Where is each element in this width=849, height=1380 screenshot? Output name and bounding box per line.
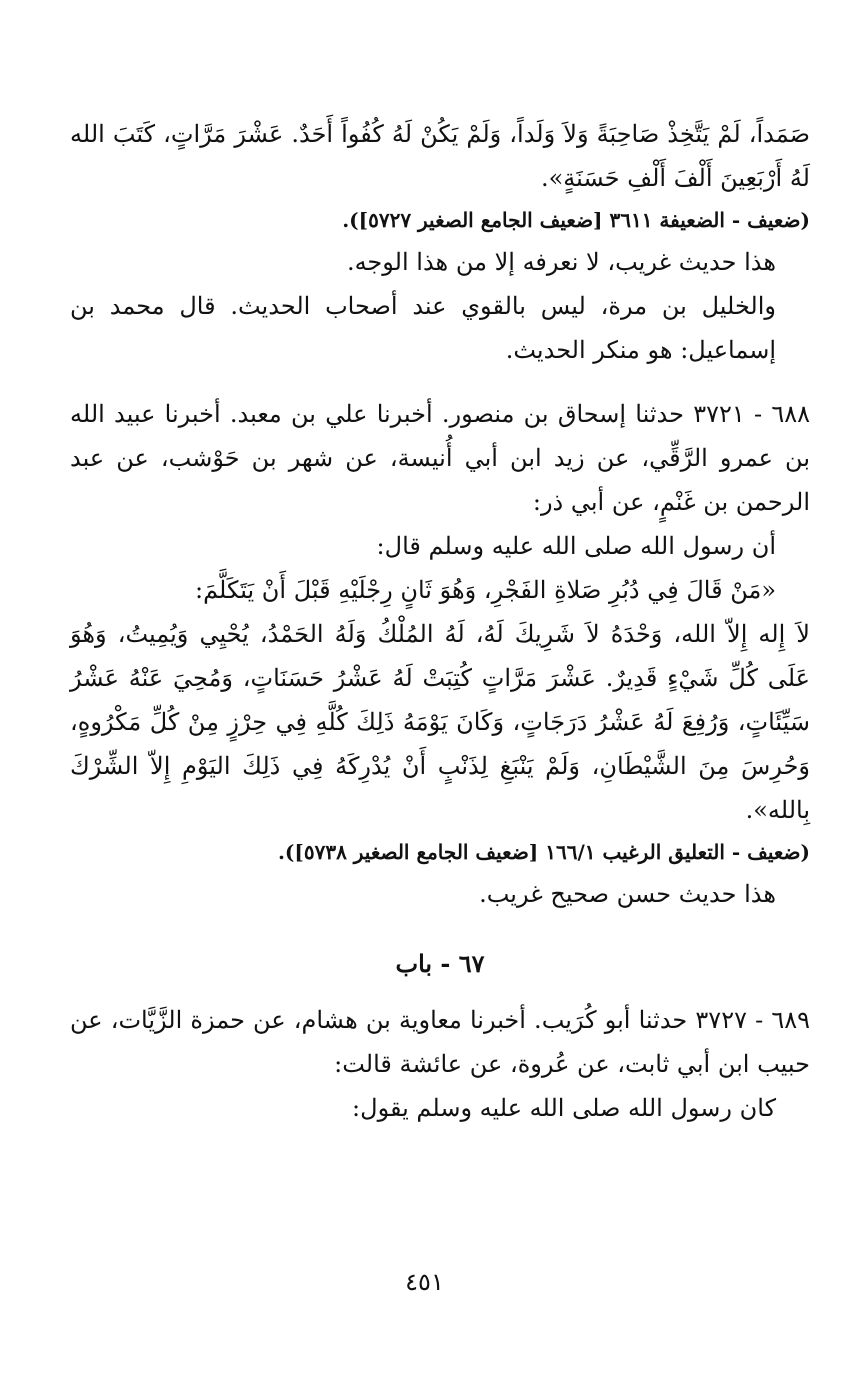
hadith-688-intro: أن رسول الله صلى الله عليه وسلم قال: [376,532,776,560]
page-number: ٤٥١ [405,1268,444,1296]
hadith-689-chain: ٦٨٩ - ٣٧٢٧ حدثنا أبو كُرَيب. أخبرنا معاوية بن هشام، عن حمزة الزَّيَّات، عن حبيب ابن أبي ثابت، عن عُروة، عن عائشة قالت: [70,1006,811,1078]
commentary-paragraph: والخليل بن مرة، ليس بالقوي عند أصحاب الحديث. قال محمد بن إسماعيل: هو منكر الحديث. [70,292,776,364]
hadith-688-text: لاَ إِله إِلاّ الله، وَحْدَهُ لاَ شَرِيكَ لَهُ، لَهُ المُلْكُ وَلَهُ الحَمْدُ، يُحْيِي وَيُمِيتُ، وَهُوَ عَلَى كُلِّ شَيْءٍ قَدِيرٌ. عَشْرَ مَرَّاتٍ كُتِبَتْ لَهُ عَشْرُ حَسَنَاتٍ، وَمُحِيَ عَنْهُ عَشْرُ سَيِّئَاتٍ، وَرُفِعَ لَهُ عَشْرُ دَرَجَاتٍ، وَكَانَ يَوْمَهُ ذَلِكَ كُلَّهِ فِي حِرْزٍ مِنْ كُلِّ مَكْرُوهٍ، وَحُرِسَ مِنَ الشَّيْطَانِ، وَلَمْ يَنْبَغِ لِذَنْبٍ أَنْ يُدْرِكَهُ فِي ذَلِكَ اليَوْمِ إِلاّ الشِّرْكَ بِالله». [70,620,810,824]
hadith-continuation: صَمَداً، لَمْ يَتَّخِذْ صَاحِبَةً وَلاَ وَلَداً، وَلَمْ يَكُنْ لَهُ كُفُواً أَحَدٌ. عَشْرَ مَرَّاتٍ، كَتَبَ الله لَهُ أَرْبَعِينَ أَلْفَ أَلْفِ حَسَنَةٍ». [70,120,810,192]
grading-note: (ضعيف - الضعيفة ٣٦١١ [ضعيف الجامع الصغير ٥٧٢٧]). [342,208,810,232]
commentary-line: هذا حديث غريب، لا نعرفه إلا من هذا الوجه. [346,248,776,276]
commentary-688: هذا حديث حسن صحيح غريب. [479,880,776,908]
hadith-688-chain: ٦٨٨ - ٣٧٢١ حدثنا إسحاق بن منصور. أخبرنا علي بن معبد. أخبرنا عبيد الله بن عمرو الرَّقِّي، عن زيد ابن أبي أُنيسة، عن شهر بن حَوْشب، عن عبد الرحمن بن غَنْمٍ، عن أبي ذر: [70,400,810,516]
chapter-heading: ٦٧ - باب [395,949,485,978]
hadith-689-intro: كان رسول الله صلى الله عليه وسلم يقول: [352,1094,776,1122]
grading-note-688: (ضعيف - التعليق الرغيب ١٦٦/١ [ضعيف الجامع الصغير ٥٧٣٨]). [277,840,810,864]
page-body [70,112,810,1130]
hadith-688-quote-start: «مَنْ قَالَ فِي دُبُرِ صَلاةِ الفَجْرِ، وَهُوَ ثَانٍ رِجْلَيْهِ قَبْلَ أَنْ يَتَكَلَّمَ: [194,576,776,604]
